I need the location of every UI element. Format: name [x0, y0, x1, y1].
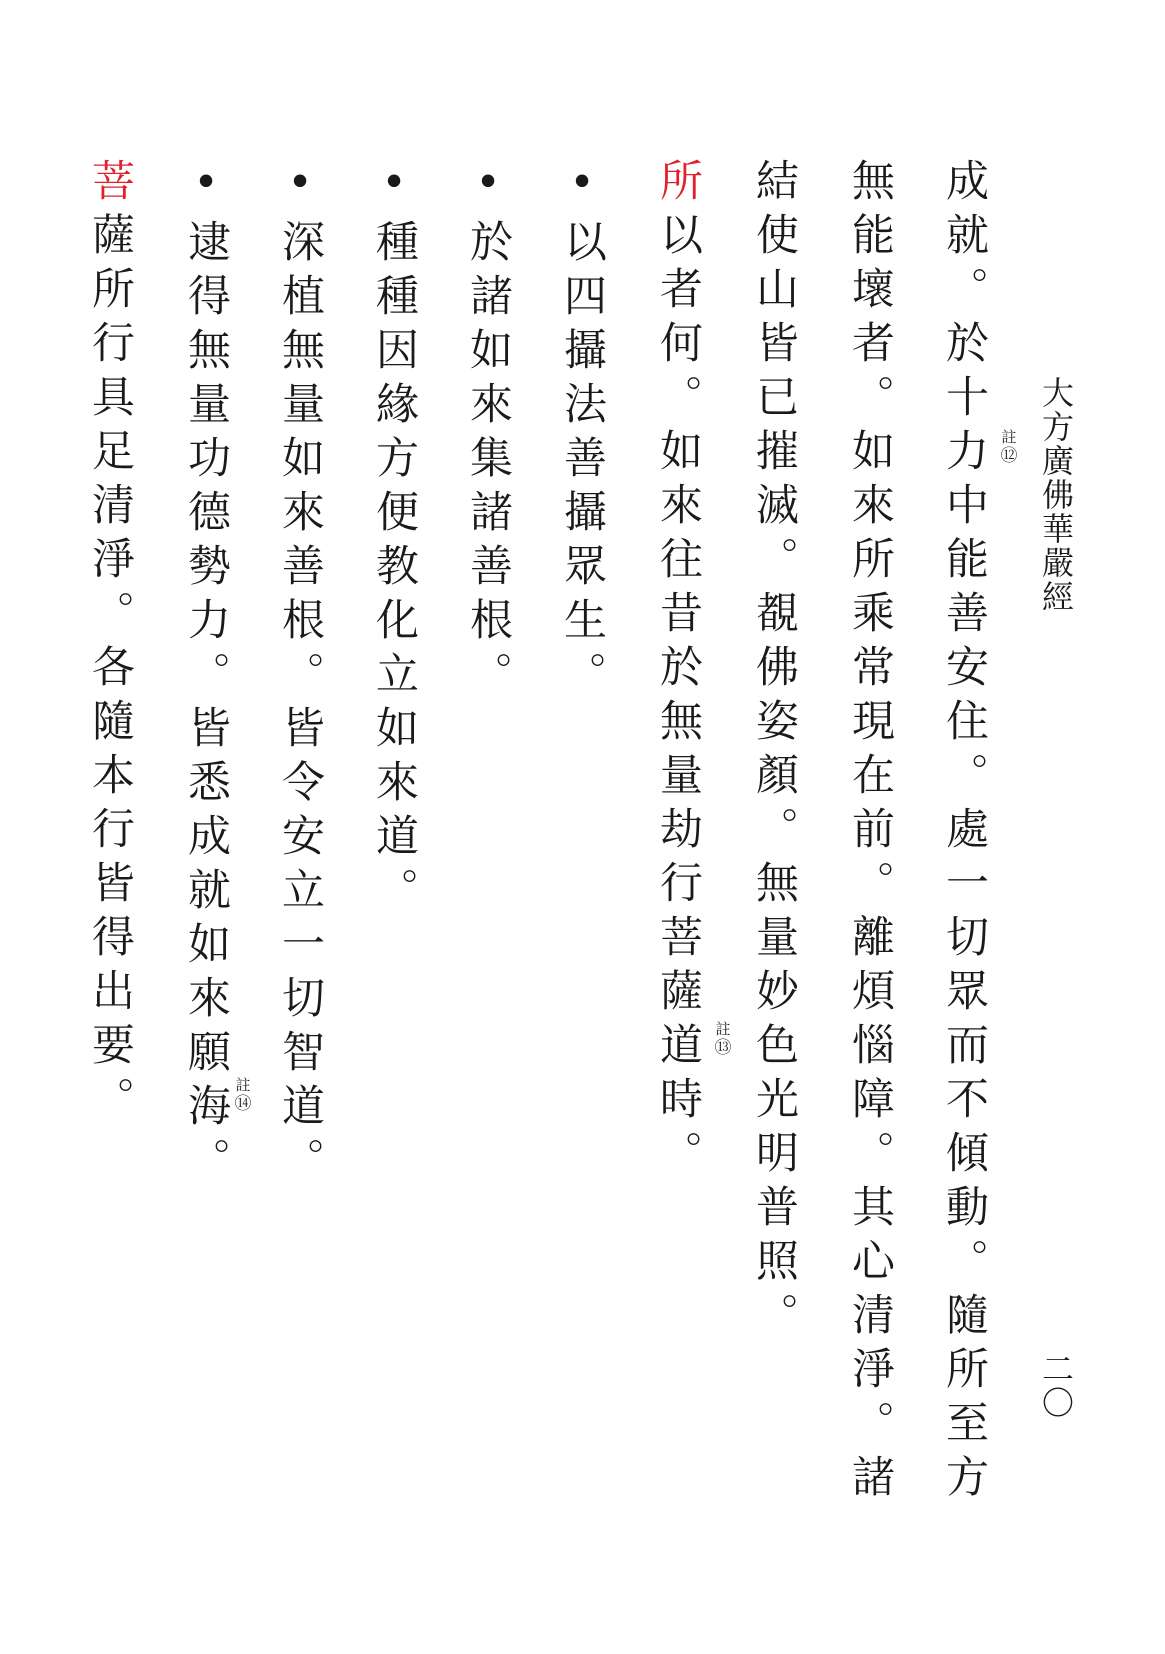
footnote-marker-12[interactable] — [996, 428, 1022, 466]
text-column-5 — [557, 158, 607, 705]
page-number: 二〇 — [1037, 1352, 1075, 1420]
text-column-6 — [463, 158, 513, 705]
footnote-tag: 註 — [1001, 428, 1017, 446]
column-text: •種種因緣方便教化立如來道。 — [369, 158, 419, 921]
text-column-1 — [939, 158, 989, 1508]
footnote-marker-13[interactable] — [710, 1020, 736, 1058]
section-start-char: 所 — [653, 158, 703, 212]
text-column-10 — [85, 158, 135, 1130]
text-column-9 — [181, 158, 231, 1191]
footnote-number: ⑭ — [234, 1094, 252, 1114]
column-text: •深植無量如來善根。皆令安立一切智道。 — [275, 158, 325, 1191]
column-text: •以四攝法善攝眾生。 — [557, 158, 607, 705]
column-text: •逮得無量功德勢力。皆悉成就如來願海。 — [181, 158, 231, 1191]
running-header-title: 大方廣佛華嚴經 — [1037, 376, 1075, 614]
section-start-char: 菩 — [85, 158, 135, 212]
text-column-8 — [275, 158, 325, 1191]
footnote-tag: 註 — [235, 1076, 251, 1094]
text-column-7 — [369, 158, 419, 921]
text-column-4 — [653, 158, 703, 1184]
column-text: 薩所行具足清淨。各隨本行皆得出要。 — [85, 212, 135, 1130]
column-text: 成就。於十力中能善安住。處一切眾而不傾動。隨所至方 — [939, 158, 989, 1508]
column-text: 結使山皆已摧滅。覩佛姿顏。無量妙色光明普照。 — [749, 158, 799, 1346]
column-text: 無能壞者。如來所乘常現在前。離煩惱障。其心清淨。諸 — [845, 158, 895, 1508]
column-text: •於諸如來集諸善根。 — [463, 158, 513, 705]
column-text: 以者何。如來往昔於無量劫行菩薩道時。 — [653, 212, 703, 1184]
footnote-number: ⑬ — [714, 1038, 732, 1058]
footnote-number: ⑫ — [1000, 446, 1018, 466]
text-column-2 — [845, 158, 895, 1508]
text-column-3 — [749, 158, 799, 1346]
footnote-tag: 註 — [715, 1020, 731, 1038]
footnote-marker-14[interactable] — [230, 1076, 256, 1114]
